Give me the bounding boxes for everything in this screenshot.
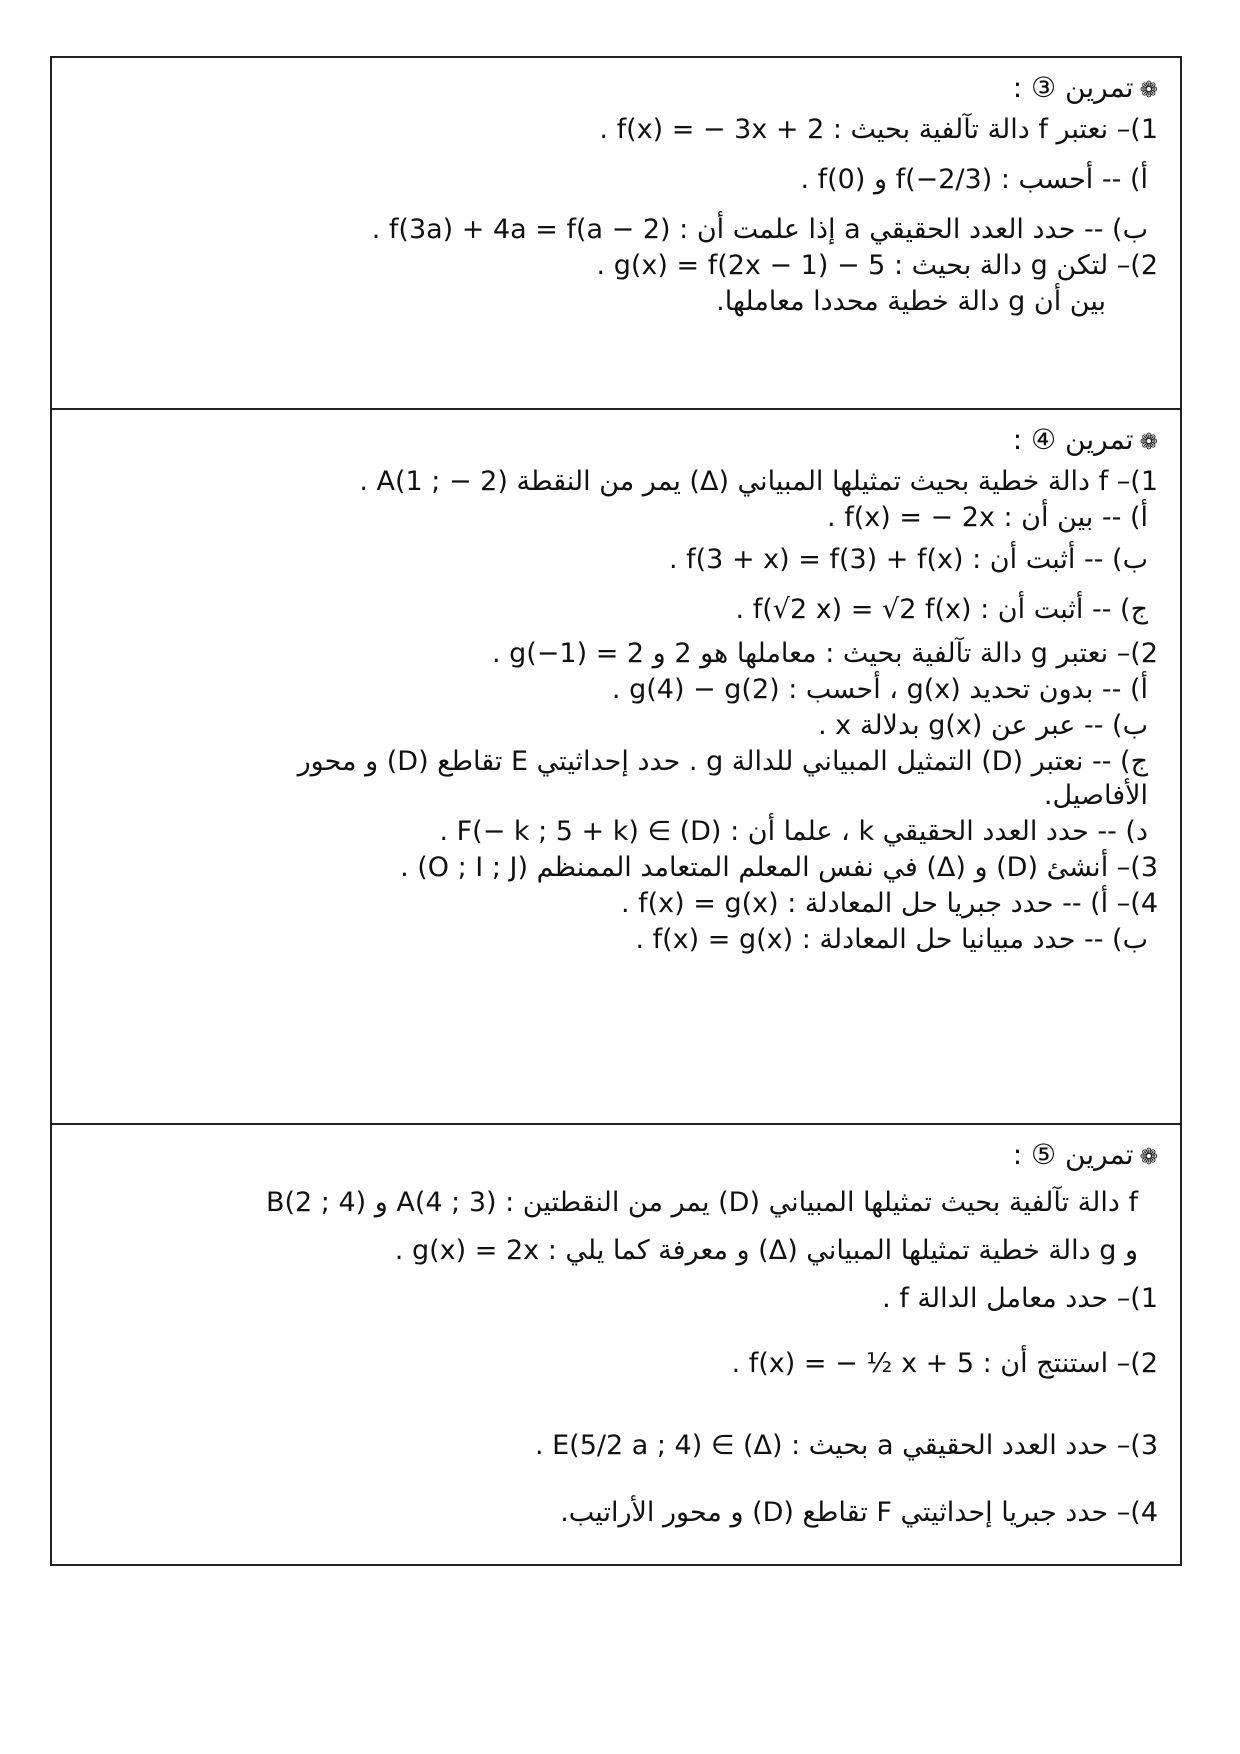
ex4-line-4: ج) -- أثبت أن : f(√2 x) = √2 f(x) .	[735, 594, 1148, 625]
ex4-line-3: ب) -- أثبت أن : f(3 + x) = f(3) + f(x) .	[668, 544, 1148, 575]
flower-icon: ❁	[1139, 430, 1158, 455]
ex4-line-7: ب) -- عبر عن g(x) بدلالة x .	[818, 710, 1148, 741]
ex4-line-6: أ) -- بدون تحديد g(x) ، أحسب : g(4) − g(2) .	[611, 674, 1148, 705]
ex4-line-11: 4)– أ) -- حدد جبريا حل المعادلة : f(x) = g(x) .	[620, 888, 1158, 919]
ex5-line-1: f دالة تآلفية بحيث تمثيلها المبياني (D) يمر من النقطتين : A(4 ; 3) و B(2 ; 4)	[265, 1187, 1138, 1218]
ex5-line-3: 1)– حدد معامل الدالة f .	[882, 1283, 1158, 1314]
ex5-line-6: 4)– حدد جبريا إحداثيتي F تقاطع (D) و محور الأراتيب.	[560, 1497, 1158, 1528]
ex4-line-12: ب) -- حدد مبيانيا حل المعادلة : f(x) = g(x) .	[635, 924, 1148, 955]
ex4-line-10: 3)– أنشئ (D) و (Δ) في نفس المعلم المتعامد الممنظم (O ; I ; J) .	[400, 852, 1158, 883]
exercise-3	[52, 58, 1180, 410]
flower-icon: ❁	[1139, 1145, 1158, 1170]
ex3-line-3: ب) -- حدد العدد الحقيقي a إذا علمت أن : f(3a) + 4a = f(a − 2) .	[371, 214, 1148, 245]
ex3-line-4: 2)– لتكن g دالة بحيث : g(x) = f(2x − 1) − 5 .	[596, 250, 1158, 281]
exercise-5	[52, 1125, 1180, 1564]
ex5-line-2: و g دالة خطية تمثيلها المبياني (Δ) و معرفة كما يلي : g(x) = 2x .	[394, 1235, 1138, 1266]
flower-icon: ❁	[1139, 78, 1158, 103]
exercise-5-title: ❁تمرين ⑤ :	[1012, 1138, 1158, 1171]
ex3-line-5: بين أن g دالة خطية محددا معاملها.	[716, 286, 1106, 317]
ex4-line-5: 2)– نعتبر g دالة تآلفية بحيث : معاملها هو 2 و g(−1) = 2 .	[491, 638, 1158, 669]
ex4-line-9: د) -- حدد العدد الحقيقي k ، علما أن : F(− k ; 5 + k) ∈ (D) .	[439, 816, 1148, 847]
ex5-line-4: 2)– استنتج أن : f(x) = − ½ x + 5 .	[731, 1348, 1158, 1379]
exercise-4	[52, 410, 1180, 1125]
exercise-3-title: ❁تمرين ③ :	[1012, 71, 1158, 104]
ex4-line-1: 1)– f دالة خطية بحيث تمثيلها المبياني (Δ) يمر من النقطة A(1 ; − 2) .	[359, 466, 1158, 497]
ex4-line-2: أ) -- بين أن : f(x) = − 2x .	[827, 502, 1148, 533]
ex4-line-8: ج) -- نعتبر (D) التمثيل المبياني للدالة g . حدد إحداثيتي E تقاطع (D) و محور الأفاصيل.	[297, 746, 1148, 811]
ex3-line-2: أ) -- أحسب : f(−2/3) و f(0) .	[800, 164, 1148, 195]
exercise-sheet	[50, 56, 1182, 1566]
exercise-4-title: ❁تمرين ④ :	[1012, 423, 1158, 456]
ex5-line-5: 3)– حدد العدد الحقيقي a بحيث : E(5/2 a ; 4) ∈ (Δ) .	[534, 1430, 1158, 1461]
ex3-line-1: 1)– نعتبر f دالة تآلفية بحيث : f(x) = − 3x + 2 .	[599, 114, 1158, 145]
